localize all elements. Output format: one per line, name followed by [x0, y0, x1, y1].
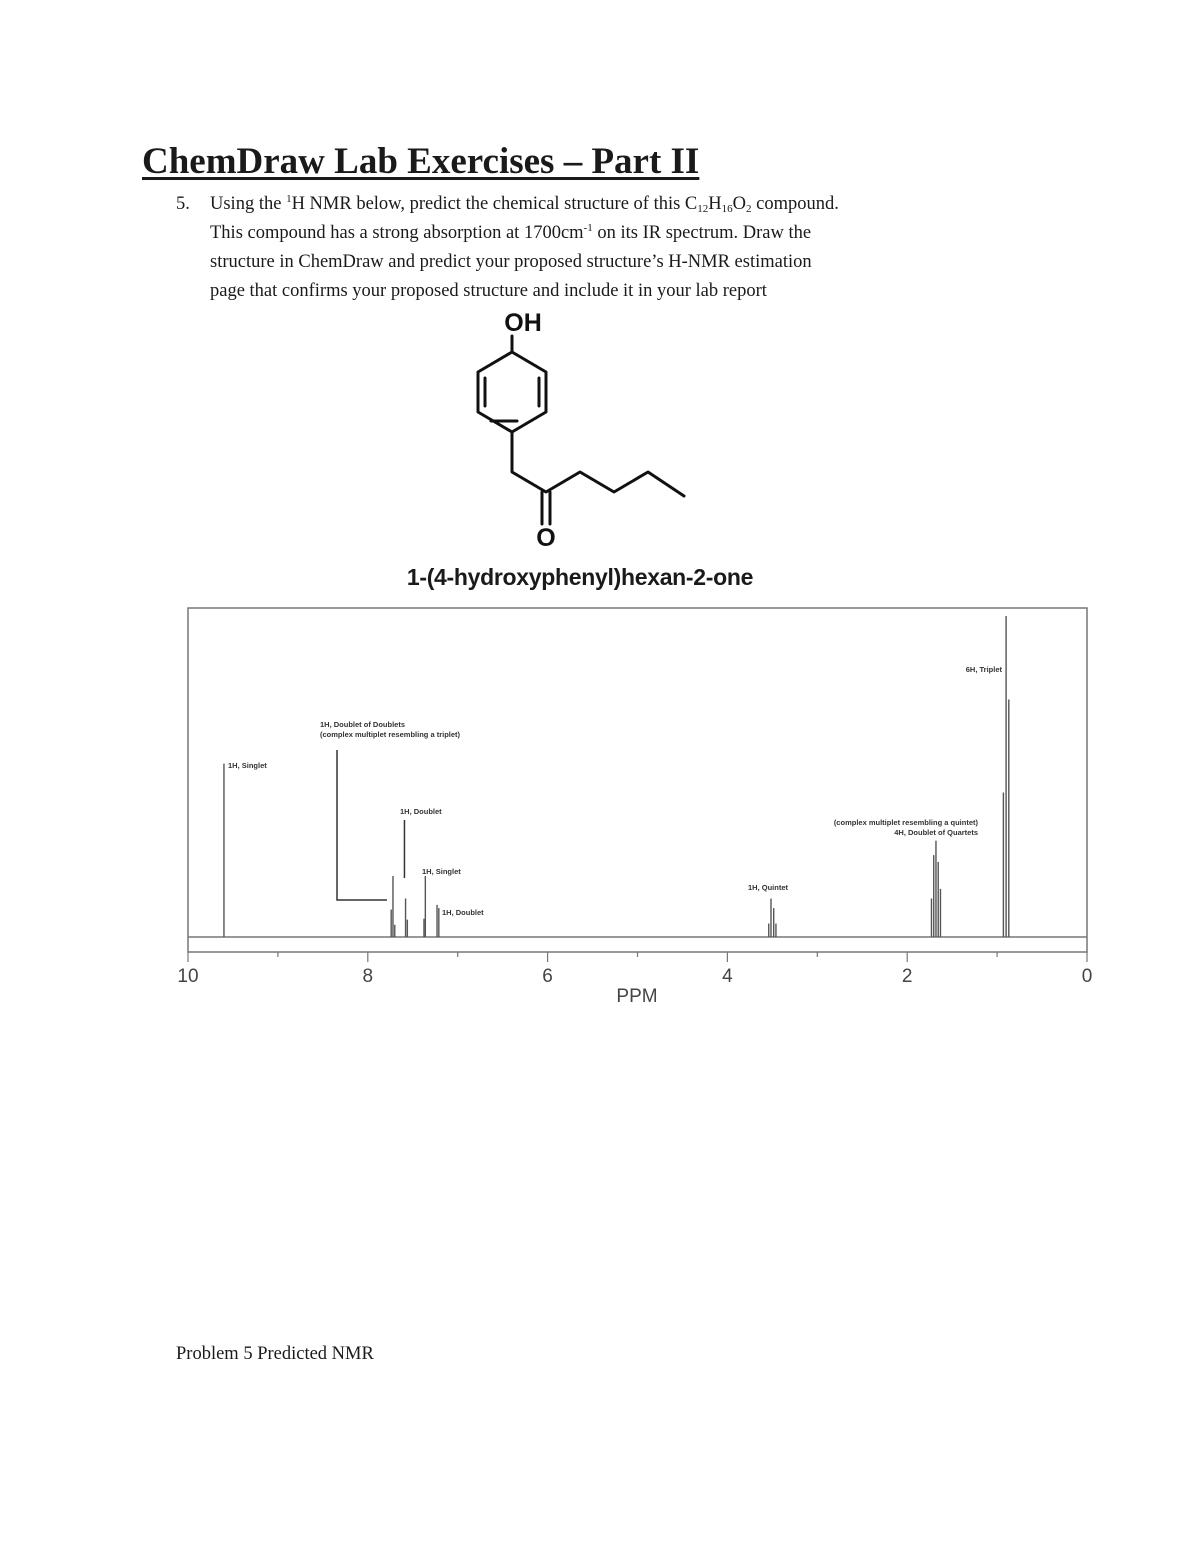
- problem-line-4: page that confirms your proposed structure and include it in your lab report: [210, 281, 767, 301]
- peak-annotation: 1H, Singlet: [422, 867, 461, 876]
- x-tick-label: 2: [901, 966, 913, 987]
- peak-annotation: 1H, Singlet: [228, 761, 267, 770]
- document-title: ChemDraw Lab Exercises – Part II: [142, 141, 700, 182]
- compound-name: 1-(4-hydroxyphenyl)hexan-2-one: [406, 564, 754, 590]
- peak-annotation: 1H, Doublet of Doublets: [320, 720, 405, 729]
- x-axis-ticks: [177, 952, 1092, 987]
- problem-line-1: Using the $^1$H NMR below, predict the chemical structure of this $C_{12}H_{16}O_2$ compound.: [210, 193, 839, 215]
- footer-caption: Problem 5 Predicted NMR: [176, 1344, 374, 1364]
- chemical-structure: [370, 300, 710, 560]
- problem-number: 5.: [176, 194, 190, 214]
- peak-annotation: 1H, Quintet: [748, 883, 789, 892]
- nmr-peaks: [224, 616, 1009, 937]
- x-tick-label: 0: [1081, 966, 1093, 987]
- nmr-peak: [406, 898, 408, 937]
- peak-annotations: [228, 665, 1002, 917]
- alkyl-chain: [512, 432, 684, 496]
- o-label: O: [536, 524, 556, 552]
- peak-annotation: (complex multiplet resembling a triplet): [320, 730, 461, 739]
- peak-annotation: 6H, Triplet: [965, 665, 1002, 674]
- oh-label: OH: [504, 309, 542, 337]
- nmr-spectrum-chart: [150, 600, 1110, 1020]
- problem-5: [176, 190, 976, 306]
- problem-line-3: structure in ChemDraw and predict your proposed structure’s H-NMR estimation: [210, 252, 812, 272]
- x-tick-label: 10: [177, 966, 199, 987]
- problem-text: [210, 190, 976, 306]
- x-tick-label: 4: [722, 966, 733, 987]
- peak-annotation: 4H, Doublet of Quartets: [894, 828, 978, 837]
- x-tick-label: 6: [542, 966, 553, 987]
- nmr-peak: [769, 898, 776, 937]
- nmr-peak: [1003, 616, 1008, 937]
- nmr-peak: [437, 905, 439, 937]
- nmr-peak: [391, 876, 395, 937]
- problem-line-2: This compound has a strong absorption at $1700cm^{-1}$ on its IR spectrum. Draw the: [210, 222, 812, 243]
- x-tick-label: 8: [362, 966, 374, 987]
- annotation-leader: [337, 750, 387, 900]
- peak-annotation: (complex multiplet resembling a quintet): [833, 818, 978, 827]
- peak-annotation: 1H, Doublet: [442, 908, 484, 917]
- nmr-peak: [931, 841, 940, 937]
- x-axis-label: PPM: [616, 986, 658, 1007]
- plot-frame: [188, 608, 1087, 952]
- nmr-peak: [424, 876, 425, 937]
- peak-annotation: 1H, Doublet: [400, 807, 442, 816]
